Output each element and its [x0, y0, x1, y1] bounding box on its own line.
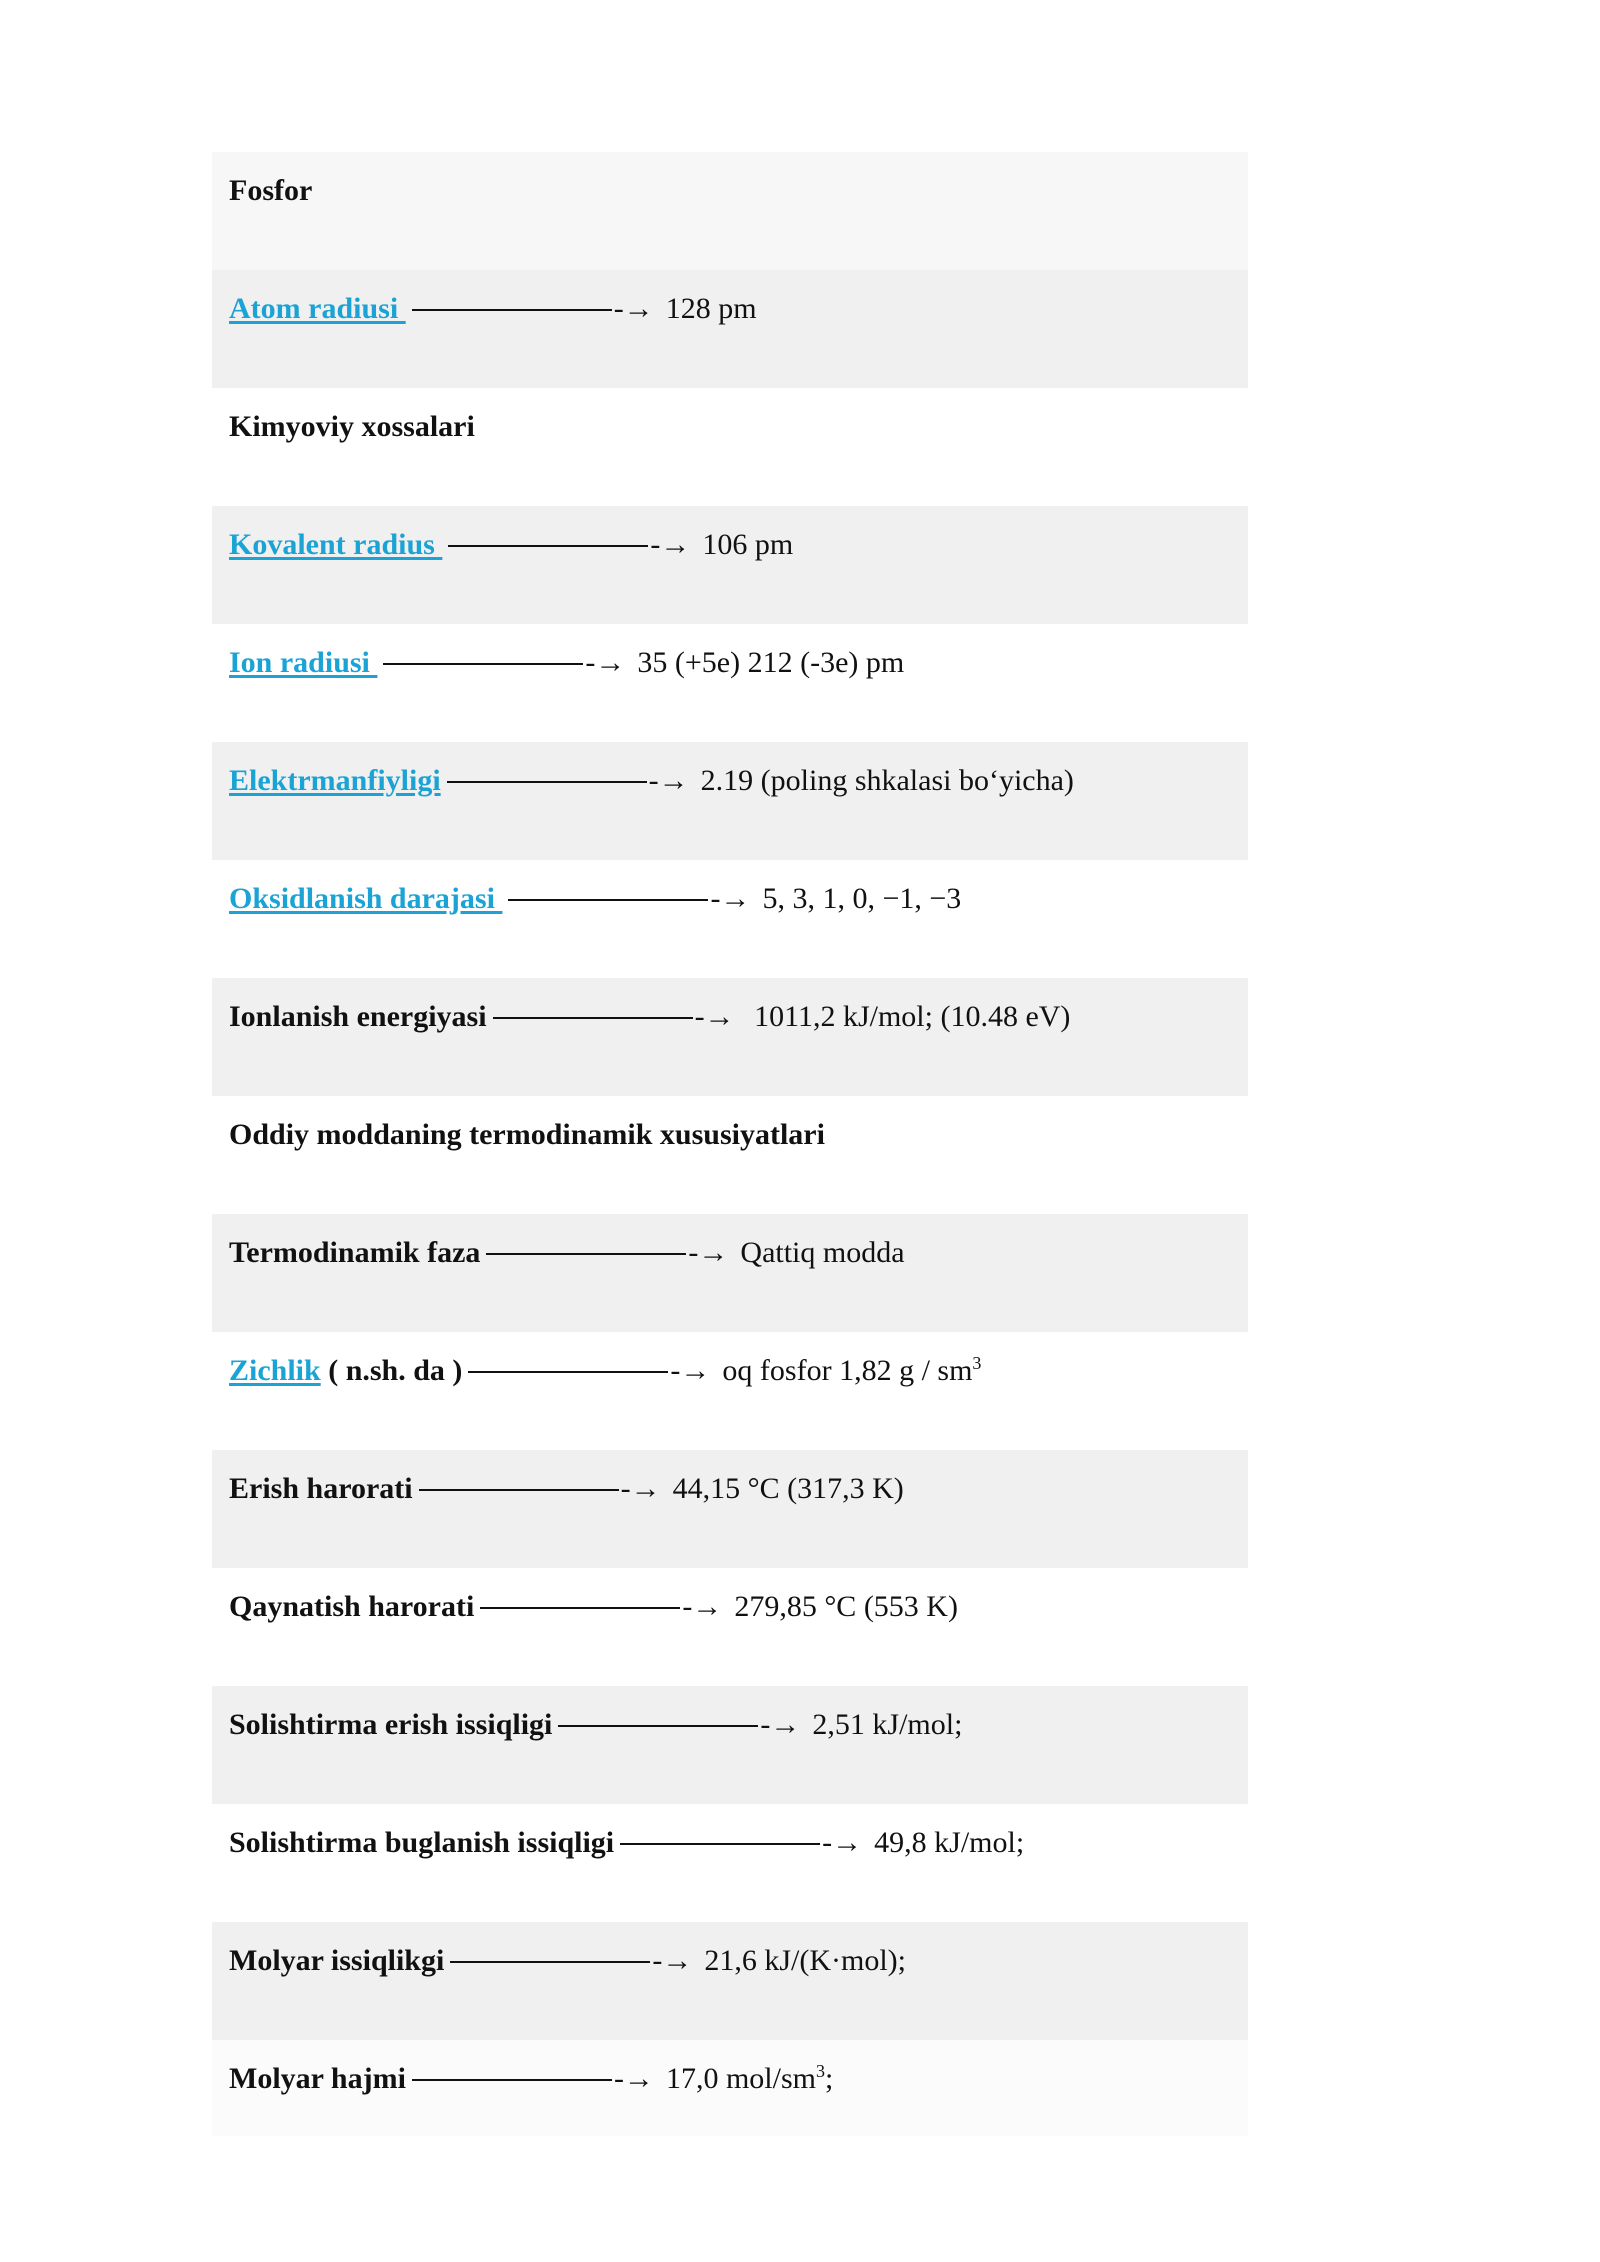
property-label: Solishtirma erish issiqligi [229, 1708, 553, 1741]
property-row-atom-radius [212, 270, 1248, 388]
property-row-boiling-point [212, 1568, 1248, 1686]
arrow-icon: -→ [760, 1708, 801, 1741]
property-row-ion-radius [212, 624, 1248, 742]
arrow-icon: -→ [652, 1944, 693, 1977]
dash-line [412, 309, 612, 311]
dash-line [383, 663, 583, 665]
property-value: oq fosfor 1,82 g / sm [722, 1354, 973, 1387]
arrow-icon: -→ [613, 2062, 654, 2095]
property-label-suffix: ( n.sh. da ) [320, 1354, 463, 1387]
property-row-molar-volume [212, 2040, 1248, 2136]
superscript: 3 [815, 2061, 825, 2081]
property-value: 1011,2 kJ/mol; (10.48 eV) [746, 1000, 1071, 1033]
property-row-melting-point [212, 1450, 1248, 1568]
property-row-phase [212, 1214, 1248, 1332]
property-row-heat-of-vaporization [212, 1804, 1248, 1922]
property-value-tail: ; [824, 2062, 834, 2095]
property-label: Termodinamik faza [229, 1236, 481, 1269]
dash-line [508, 899, 708, 901]
property-row-density [212, 1332, 1248, 1450]
property-label: Solishtirma buglanish issiqligi [229, 1826, 615, 1859]
property-label: Erish harorati [229, 1472, 413, 1505]
property-row-covalent-radius [212, 506, 1248, 624]
covalent-radius-link[interactable]: Kovalent radius [229, 528, 443, 561]
dash-line [412, 2079, 612, 2081]
atom-radius-link[interactable]: Atom radiusi [229, 292, 406, 325]
dash-line [493, 1017, 693, 1019]
property-label: Molyar hajmi [229, 2062, 406, 2095]
dash-line [486, 1253, 686, 1255]
properties-table [212, 152, 1248, 2136]
arrow-icon: -→ [694, 1000, 735, 1033]
arrow-icon: -→ [613, 292, 654, 325]
property-value: 5, 3, 1, 0, −1, −3 [762, 882, 962, 915]
arrow-icon: -→ [682, 1590, 723, 1623]
arrow-icon: -→ [620, 1472, 661, 1505]
property-row-molar-heat-capacity [212, 1922, 1248, 2040]
oxidation-states-link[interactable]: Oksidlanish darajasi [229, 882, 503, 915]
title-row [212, 152, 1248, 270]
property-row-ionization-energy [212, 978, 1248, 1096]
property-label: Qaynatish harorati [229, 1590, 475, 1623]
dash-line [448, 545, 648, 547]
arrow-icon: -→ [670, 1354, 711, 1387]
dash-line [419, 1489, 619, 1491]
section-row-thermodynamic [212, 1096, 1248, 1214]
arrow-icon: -→ [648, 764, 689, 797]
section-row-chemical [212, 388, 1248, 506]
density-link[interactable]: Zichlik [229, 1354, 321, 1387]
dash-line [620, 1843, 820, 1845]
dash-line [450, 1961, 650, 1963]
property-value: 2.19 (poling shkalasi bo‘yicha) [700, 764, 1074, 797]
property-label: Ionlanish energiyasi [229, 1000, 487, 1033]
property-row-heat-of-fusion [212, 1686, 1248, 1804]
dash-line [480, 1607, 680, 1609]
property-value: 17,0 mol/sm [665, 2062, 816, 2095]
dash-line [468, 1371, 668, 1373]
section-heading: Kimyoviy xossalari [229, 410, 475, 443]
section-heading: Oddiy moddaning termodinamik xususiyatlari [229, 1118, 825, 1151]
property-value: 35 (+5e) 212 (-3e) pm [637, 646, 905, 679]
arrow-icon: -→ [585, 646, 626, 679]
arrow-icon: -→ [710, 882, 751, 915]
property-value: 44,15 °C (317,3 K) [672, 1472, 904, 1505]
property-value: 279,85 °C (553 K) [734, 1590, 958, 1623]
dash-line [447, 781, 647, 783]
page-title: Fosfor [229, 174, 313, 207]
arrow-icon: -→ [688, 1236, 729, 1269]
electronegativity-link[interactable]: Elektrmanfiyligi [229, 764, 441, 797]
property-value: Qattiq modda [740, 1236, 905, 1269]
superscript: 3 [972, 1353, 982, 1373]
property-value: 49,8 kJ/mol; [874, 1826, 1025, 1859]
ion-radius-link[interactable]: Ion radiusi [229, 646, 378, 679]
arrow-icon: -→ [822, 1826, 863, 1859]
property-value: 128 pm [665, 292, 757, 325]
property-value: 106 pm [702, 528, 794, 561]
dash-line [558, 1725, 758, 1727]
property-label: Molyar issiqlikgi [229, 1944, 445, 1977]
property-row-oxidation-states [212, 860, 1248, 978]
property-value: 2,51 kJ/mol; [812, 1708, 963, 1741]
property-value: 21,6 kJ/(K·mol); [704, 1944, 906, 1977]
property-row-electronegativity [212, 742, 1248, 860]
arrow-icon: -→ [650, 528, 691, 561]
